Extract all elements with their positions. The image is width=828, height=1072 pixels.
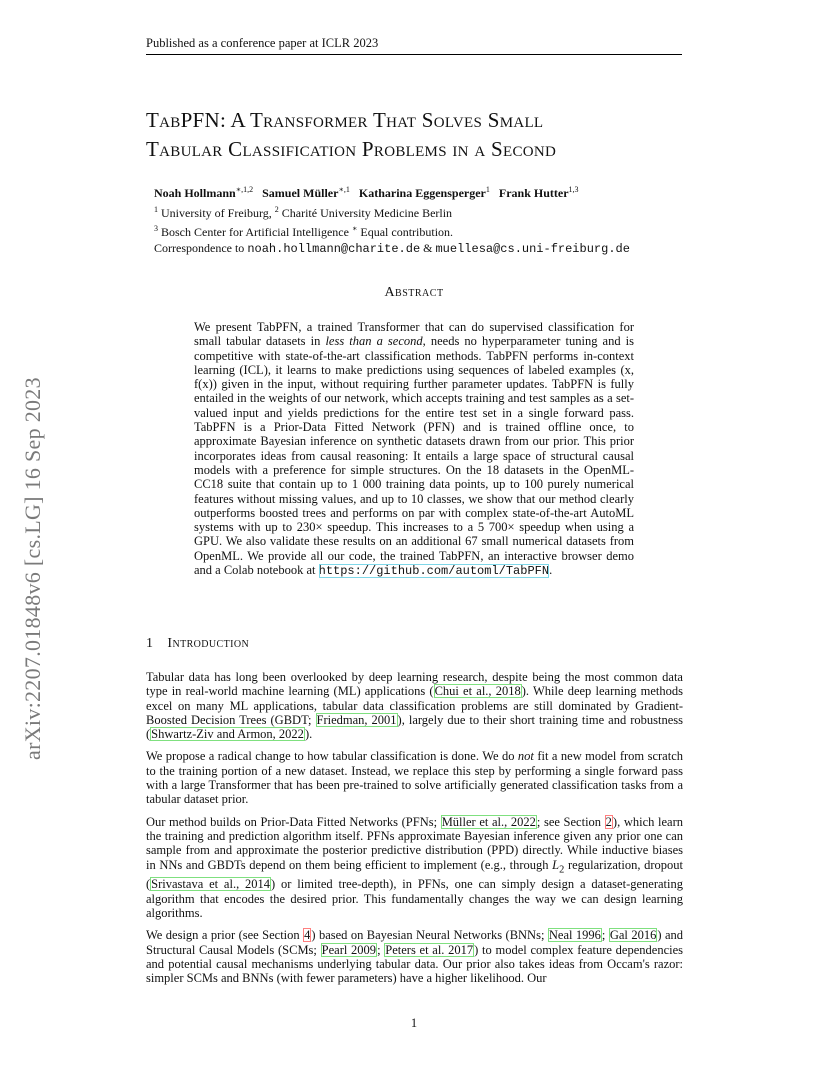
aff2-sup2: ∗ <box>351 224 358 233</box>
abstract-body <box>194 320 634 578</box>
intro-paragraph-1 <box>146 670 683 741</box>
affiliation-2 <box>154 221 714 241</box>
abstract-text-2: , needs no hyperparameter tuning and is competitive with state-of-the-art classification methods. TabPFN performs in-context learning (ICL), it learns to make predictions using sequences of labeled examples (x, f(x)) given in the input, without requiring further parameter updates. TabPFN is fully entailed in the weights of our network, which accepts training and test samples as a set-valued input and yields predictions for the entire test set in a single forward pass. TabPFN is a Prior-Data Fitted Network (PFN) and is trained offline once, to approximate Bayesian inference on synthetic datasets drawn from our prior. This prior incorporates ideas from causal reasoning: It entails a large space of structural causal models with a preference for simple structures. On the 18 datasets in the OpenML-CC18 suite that contain up to 1 000 training data points, up to 100 purely numerical features without missing values, and up to 10 classes, we show that our method clearly outperforms boosted trees and performs on par with complex state-of-the-art AutoML systems with up to 230× speedup. This increases to a 5 700× speedup when using a GPU. We also validate these results on an additional 67 small numerical datasets from OpenML. We provide all our code, the trained TabPFN, an interactive browser demo and a Colab notebook at <box>194 334 635 578</box>
p3-t2: ; see Section <box>536 814 605 829</box>
citation-gal-link[interactable]: Gal 2016 <box>609 928 657 943</box>
p3-t4: regularization, dropout ( <box>146 857 684 892</box>
author-1: Noah Hollmann <box>154 186 236 200</box>
author-4-sup: 1,3 <box>568 185 579 194</box>
github-url-link[interactable]: https://github.com/automl/TabPFN <box>318 564 550 579</box>
arxiv-stamp: arXiv:2207.01848v6 [cs.LG] 16 Sep 2023 <box>20 377 45 760</box>
p3-t5: ) or limited tree-depth), in PFNs, one can simply design a dataset-generating algorithm that encodes the desired prior. This fundamentally changes the way we can design learning algorithms. <box>146 877 683 920</box>
p3-t1: Our method builds on Prior-Data Fitted Networks (PFNs; <box>146 814 441 829</box>
running-header <box>146 36 682 55</box>
author-names <box>154 182 714 202</box>
p4-t5: ; <box>377 942 385 957</box>
citation-chui-link[interactable]: Chui et al., 2018 <box>434 684 521 699</box>
intro-paragraph-3 <box>146 815 683 921</box>
citation-pearl-link[interactable]: Pearl 2009 <box>321 942 377 957</box>
email-2-link[interactable]: muellesa@cs.uni-freiburg.de <box>435 241 630 256</box>
author-1-sup: ∗,1,2 <box>235 185 254 194</box>
citation-shwartz-link[interactable]: Shwartz-Ziv and Armon, 2022 <box>151 727 304 742</box>
p4-t2: ) based on Bayesian Neural Networks (BNNs; <box>311 928 548 943</box>
math-l: L <box>552 857 560 872</box>
p4-t4: ) and Structural Causal Models (SCMs; <box>146 928 683 957</box>
p1-t1: Tabular data has long been overlooked by deep learning research, despite being the most common data type in real-world machine learning (ML) applications ( <box>146 670 683 699</box>
abstract-heading: Abstract <box>384 285 444 300</box>
header-text: Published as a conference paper at ICLR 2023 <box>146 36 379 50</box>
author-4: Frank Hutter <box>498 186 569 200</box>
p4-t1: We design a prior (see Section <box>146 928 304 943</box>
p4-t3: ; <box>601 928 609 943</box>
intro-paragraph-4 <box>146 928 683 985</box>
corr-label: Correspondence to <box>154 240 245 255</box>
author-3-sup: 1 <box>485 185 490 194</box>
aff1-b: Charité University Medicine Berlin <box>281 205 453 220</box>
citation-srivastava-link[interactable]: Srivastava et al., 2014 <box>151 877 271 892</box>
title-line-2: Tabular Classification Problems in a Second <box>146 137 557 161</box>
email-1-link[interactable]: noah.hollmann@charite.de <box>247 241 421 256</box>
intro-paragraph-2 <box>146 749 683 806</box>
correspondence <box>154 241 714 258</box>
citation-muller-link[interactable]: Müller et al., 2022 <box>441 814 536 829</box>
abstract-end: . <box>549 563 553 578</box>
author-2: Samuel Müller <box>262 186 339 200</box>
abstract-emphasis: less than a second <box>325 334 423 349</box>
aff2-b: Equal contribution. <box>360 225 454 239</box>
p1-t2: ). While deep learning methods excel on many ML applications, tabular data classification problems are still dominated by Gradient-Boosted Decision Trees (GBDT; <box>146 684 684 727</box>
citation-peters-link[interactable]: Peters et al. 2017 <box>385 942 474 957</box>
aff1-sup2: 2 <box>274 204 279 214</box>
author-2-sup: ∗,1 <box>338 185 350 194</box>
p2-t1: We propose a radical change to how tabular classification is done. We do <box>146 749 518 764</box>
aff1-a: University of Freiburg, <box>161 205 272 220</box>
p1-t3: ), largely due to their short training time and robustness ( <box>146 712 683 742</box>
corr-amp: & <box>423 240 433 255</box>
author-3: Katharina Eggensperger <box>358 186 486 200</box>
section-number: 1 <box>146 636 154 651</box>
section-4-link[interactable]: 4 <box>304 928 311 943</box>
aff1-sup: 1 <box>154 204 158 214</box>
intro-body <box>146 670 683 993</box>
section-title: Introduction <box>167 636 250 651</box>
p3-t3: ), which learn the training and prediction algorithm itself. PFNs approximate Bayesian inference given any prior one can sample from and approximate the posterior predictive distribution (PPD) directly. While inductive biases in NNs and GBDTs depend on them being efficient to implement (e.g., through <box>146 814 683 872</box>
citation-friedman-link[interactable]: Friedman, 2001 <box>316 712 397 727</box>
title-line-1: TabPFN: A Transformer That Solves Small <box>146 108 544 132</box>
section-2-link[interactable]: 2 <box>605 814 612 829</box>
math-sub: 2 <box>559 864 565 876</box>
section-1-heading <box>146 636 546 652</box>
aff2-sup: 3 <box>154 224 158 233</box>
page-number: 1 <box>410 1016 418 1030</box>
p2-emphasis: not <box>517 749 534 764</box>
abstract-text-1: We present TabPFN, a trained Transformer that can do supervised classification for small tabular datasets in <box>194 320 634 349</box>
p1-t4: ). <box>304 727 313 742</box>
citation-neal-link[interactable]: Neal 1996 <box>548 928 601 943</box>
author-block <box>154 182 714 257</box>
p2-t2: fit a new model from scratch to the training portion of a new dataset. Instead, we replace this step by performing a single forward pass with a large Transformer that has been pre-trained to solve artificially generated classification tasks from a tabular dataset prior. <box>146 749 683 807</box>
affiliation-1 <box>154 202 714 222</box>
paper-title <box>146 106 706 164</box>
p4-t6: ) to model complex feature dependencies and potential causal mechanisms underlying tabular data. Our prior also takes ideas from Occam's razor: simpler SCMs and BNNs (with fewer parameters) have a higher likelihood. Our <box>146 942 684 986</box>
aff2-a: Bosch Center for Artificial Intelligence <box>161 225 349 239</box>
